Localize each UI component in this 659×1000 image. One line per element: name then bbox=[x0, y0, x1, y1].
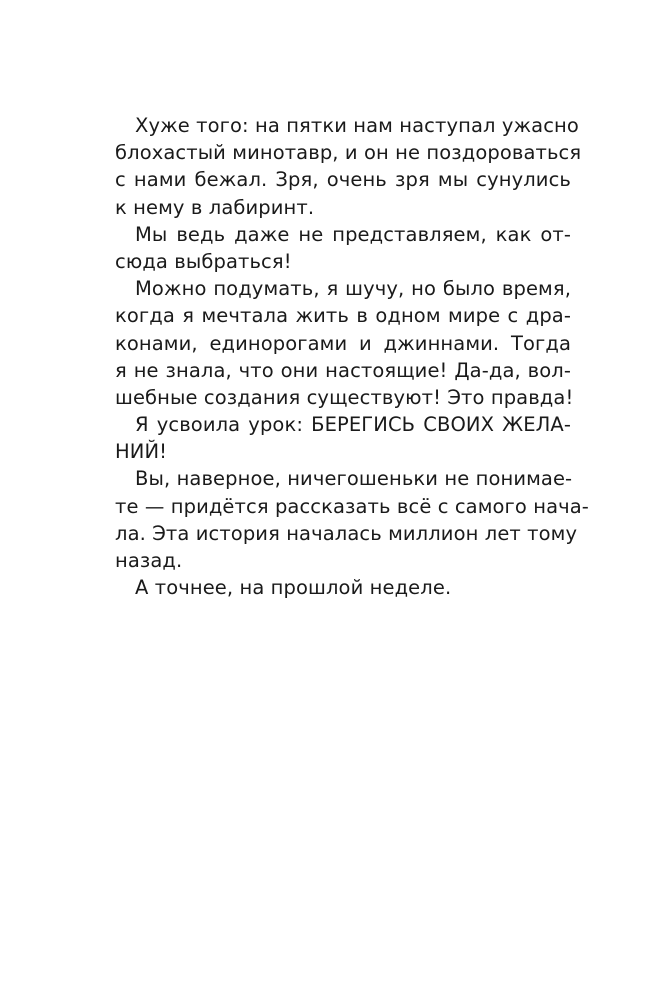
text-line: те — придётся рассказать всё с самого нача- bbox=[115, 494, 589, 518]
text-line: я не знала, что они настоящие! Да-да, вол- bbox=[115, 358, 571, 382]
text-line: ла. Эта история началась миллион лет тому bbox=[115, 521, 578, 545]
text-line: конами, единорогами и джиннами. Тогда bbox=[115, 331, 571, 355]
text-line: с нами бежал. Зря, очень зря мы сунулись bbox=[115, 168, 571, 192]
text-line: Можно подумать, я шучу, но было время, bbox=[135, 277, 571, 301]
text-line: назад. bbox=[115, 549, 183, 572]
body-text bbox=[115, 112, 589, 601]
text-line: НИЙ! bbox=[115, 440, 168, 464]
text-line: к нему в лабиринт. bbox=[115, 195, 315, 219]
paragraph-5 bbox=[115, 465, 589, 574]
text-line: Я усвоила урок: БЕРЕГИСЬ СВОИХ ЖЕЛА- bbox=[135, 413, 571, 437]
text-line: сюда выбраться! bbox=[115, 249, 292, 273]
text-line: Вы, наверное, ничегошеньки не понимае- bbox=[135, 467, 573, 491]
paragraph-4 bbox=[115, 411, 571, 465]
text-line: А точнее, на прошлой неделе. bbox=[135, 576, 452, 600]
paragraph-3 bbox=[115, 275, 574, 411]
text-line: Мы ведь даже не представляем, как от- bbox=[135, 222, 571, 246]
text-line: шебные создания существуют! Это правда! bbox=[115, 385, 574, 409]
paragraph-6 bbox=[115, 574, 571, 601]
text-line: блохастый минотавр, и он не поздороваться bbox=[115, 141, 582, 165]
paragraph-2 bbox=[115, 221, 571, 275]
text-line: когда я мечтала жить в одном мире с дра- bbox=[115, 304, 571, 328]
text-line: Хуже того: на пятки нам наступал ужасно bbox=[135, 114, 579, 137]
paragraph-1 bbox=[115, 112, 582, 221]
